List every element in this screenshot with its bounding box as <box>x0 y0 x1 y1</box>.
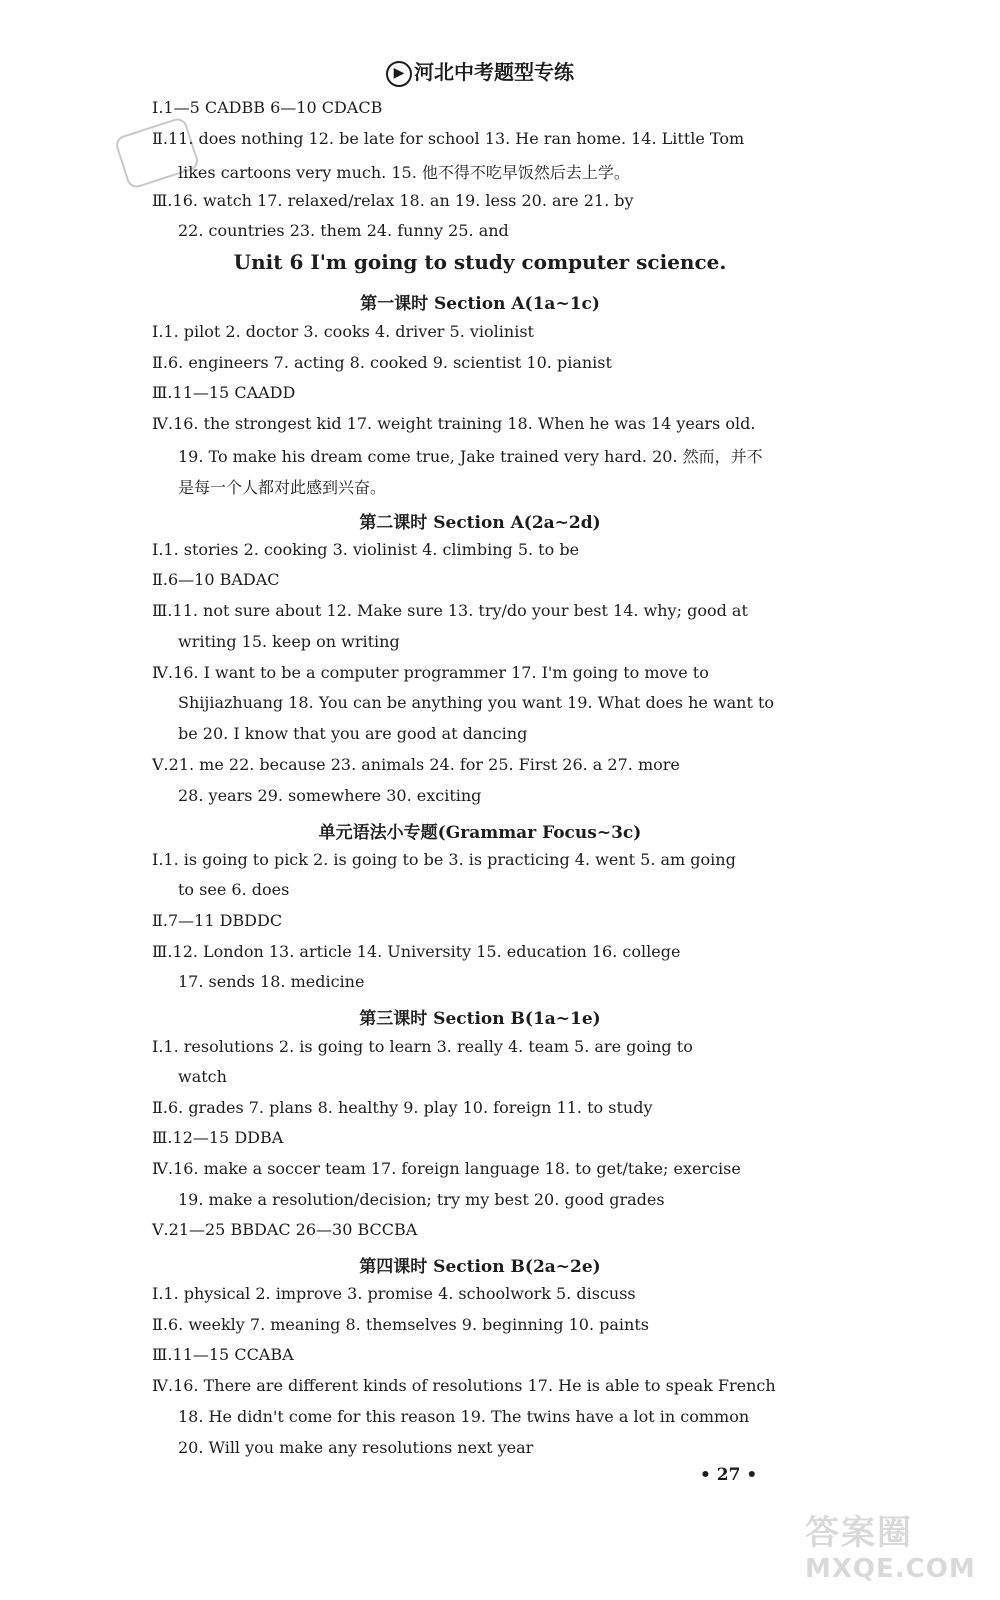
answer-line: Ⅱ.11. does nothing 12. be late for school 13. He ran home. 14. Little Tom <box>152 129 745 148</box>
answer-line: Ⅳ.16. the strongest kid 17. weight training 18. When he was 14 years old. <box>152 414 756 433</box>
answer-line: 是每一个人都对此感到兴奋。 <box>178 478 387 497</box>
answer-line: 17. sends 18. medicine <box>178 972 365 991</box>
answer-line: Ⅳ.16. make a soccer team 17. foreign language 18. to get/take; exercise <box>152 1159 741 1178</box>
answer-line: likes cartoons very much. 15. 他不得不吃早饭然后去上学。 <box>178 163 630 182</box>
answer-line: Ⅳ.16. I want to be a computer programmer 17. I'm going to move to <box>152 663 709 682</box>
answer-line: Ⅳ.16. There are different kinds of resolutions 17. He is able to speak French <box>152 1376 776 1395</box>
answer-line: Ⅲ.12. London 13. article 14. University 15. education 16. college <box>152 942 681 961</box>
section-title: 第一课时 Section A(1a~1c) <box>360 294 600 314</box>
answer-line: Ⅱ.7—11 DBDDC <box>152 911 283 930</box>
section-title: 第四课时 Section B(2a~2e) <box>359 1257 601 1277</box>
answer-line: Ⅱ.6. engineers 7. acting 8. cooked 9. scientist 10. pianist <box>152 353 612 372</box>
answer-line: Ⅲ.11. not sure about 12. Make sure 13. try/do your best 14. why; good at <box>152 601 748 620</box>
answer-line: Ⅱ.6. grades 7. plans 8. healthy 9. play 10. foreign 11. to study <box>152 1098 653 1117</box>
answer-line: Ⅰ.1. physical 2. improve 3. promise 4. schoolwork 5. discuss <box>152 1284 636 1303</box>
watermark-logo <box>805 1505 975 1595</box>
answer-line: Shijiazhuang 18. You can be anything you want 19. What does he want to <box>178 693 775 712</box>
answer-line: Ⅱ.6—10 BADAC <box>152 570 280 589</box>
answer-line: watch <box>178 1067 227 1086</box>
watermark-url: MXQE.COM <box>805 1554 976 1584</box>
answer-line: Ⅰ.1. stories 2. cooking 3. violinist 4. climbing 5. to be <box>152 540 580 559</box>
answer-line: Ⅲ.12—15 DDBA <box>152 1128 284 1147</box>
answer-line: writing 15. keep on writing <box>178 632 400 651</box>
page-number: • 27 • <box>700 1465 758 1485</box>
answer-line: Ⅴ.21—25 BBDAC 26—30 BCCBA <box>152 1220 418 1239</box>
answer-line: Ⅰ.1. resolutions 2. is going to learn 3. really 4. team 5. are going to <box>152 1037 693 1056</box>
answer-line: Ⅰ.1—5 CADBB 6—10 CDACB <box>152 98 383 117</box>
answer-line: 20. Will you make any resolutions next year <box>178 1438 534 1457</box>
answer-line: 28. years 29. somewhere 30. exciting <box>178 786 482 805</box>
watermark-text: 答案圈 <box>805 1513 913 1553</box>
section-title: 第三课时 Section B(1a~1e) <box>359 1009 601 1029</box>
answer-line: 18. He didn't come for this reason 19. The twins have a lot in common <box>178 1407 750 1426</box>
page-title-text: 河北中考题型专练 <box>414 60 574 84</box>
section-title: 单元语法小专题(Grammar Focus~3c) <box>318 823 642 843</box>
page-title <box>0 56 960 87</box>
answer-line: Ⅲ.11—15 CAADD <box>152 383 296 402</box>
arrow-right-icon: ▶ <box>386 61 412 87</box>
answer-line: Ⅰ.1. is going to pick 2. is going to be 3. is practicing 4. went 5. am going <box>152 850 736 869</box>
answer-line: 19. make a resolution/decision; try my best 20. good grades <box>178 1190 665 1209</box>
answer-line: be 20. I know that you are good at dancing <box>178 724 528 743</box>
answer-line: Ⅴ.21. me 22. because 23. animals 24. for 25. First 26. a 27. more <box>152 755 680 774</box>
answer-line: Ⅱ.6. weekly 7. meaning 8. themselves 9. beginning 10. paints <box>152 1315 649 1334</box>
answer-line: Ⅲ.16. watch 17. relaxed/relax 18. an 19. less 20. are 21. by <box>152 191 634 210</box>
answer-line: to see 6. does <box>178 880 290 899</box>
answer-line: 22. countries 23. them 24. funny 25. and <box>178 221 509 240</box>
answer-line: Ⅰ.1. pilot 2. doctor 3. cooks 4. driver 5. violinist <box>152 322 534 341</box>
answer-line: 19. To make his dream come true, Jake trained very hard. 20. 然而，并不 <box>178 447 763 466</box>
section-title: 第二课时 Section A(2a~2d) <box>359 513 601 533</box>
answer-line: Ⅲ.11—15 CCABA <box>152 1345 294 1364</box>
unit-title: Unit 6 I'm going to study computer science. <box>233 250 727 274</box>
